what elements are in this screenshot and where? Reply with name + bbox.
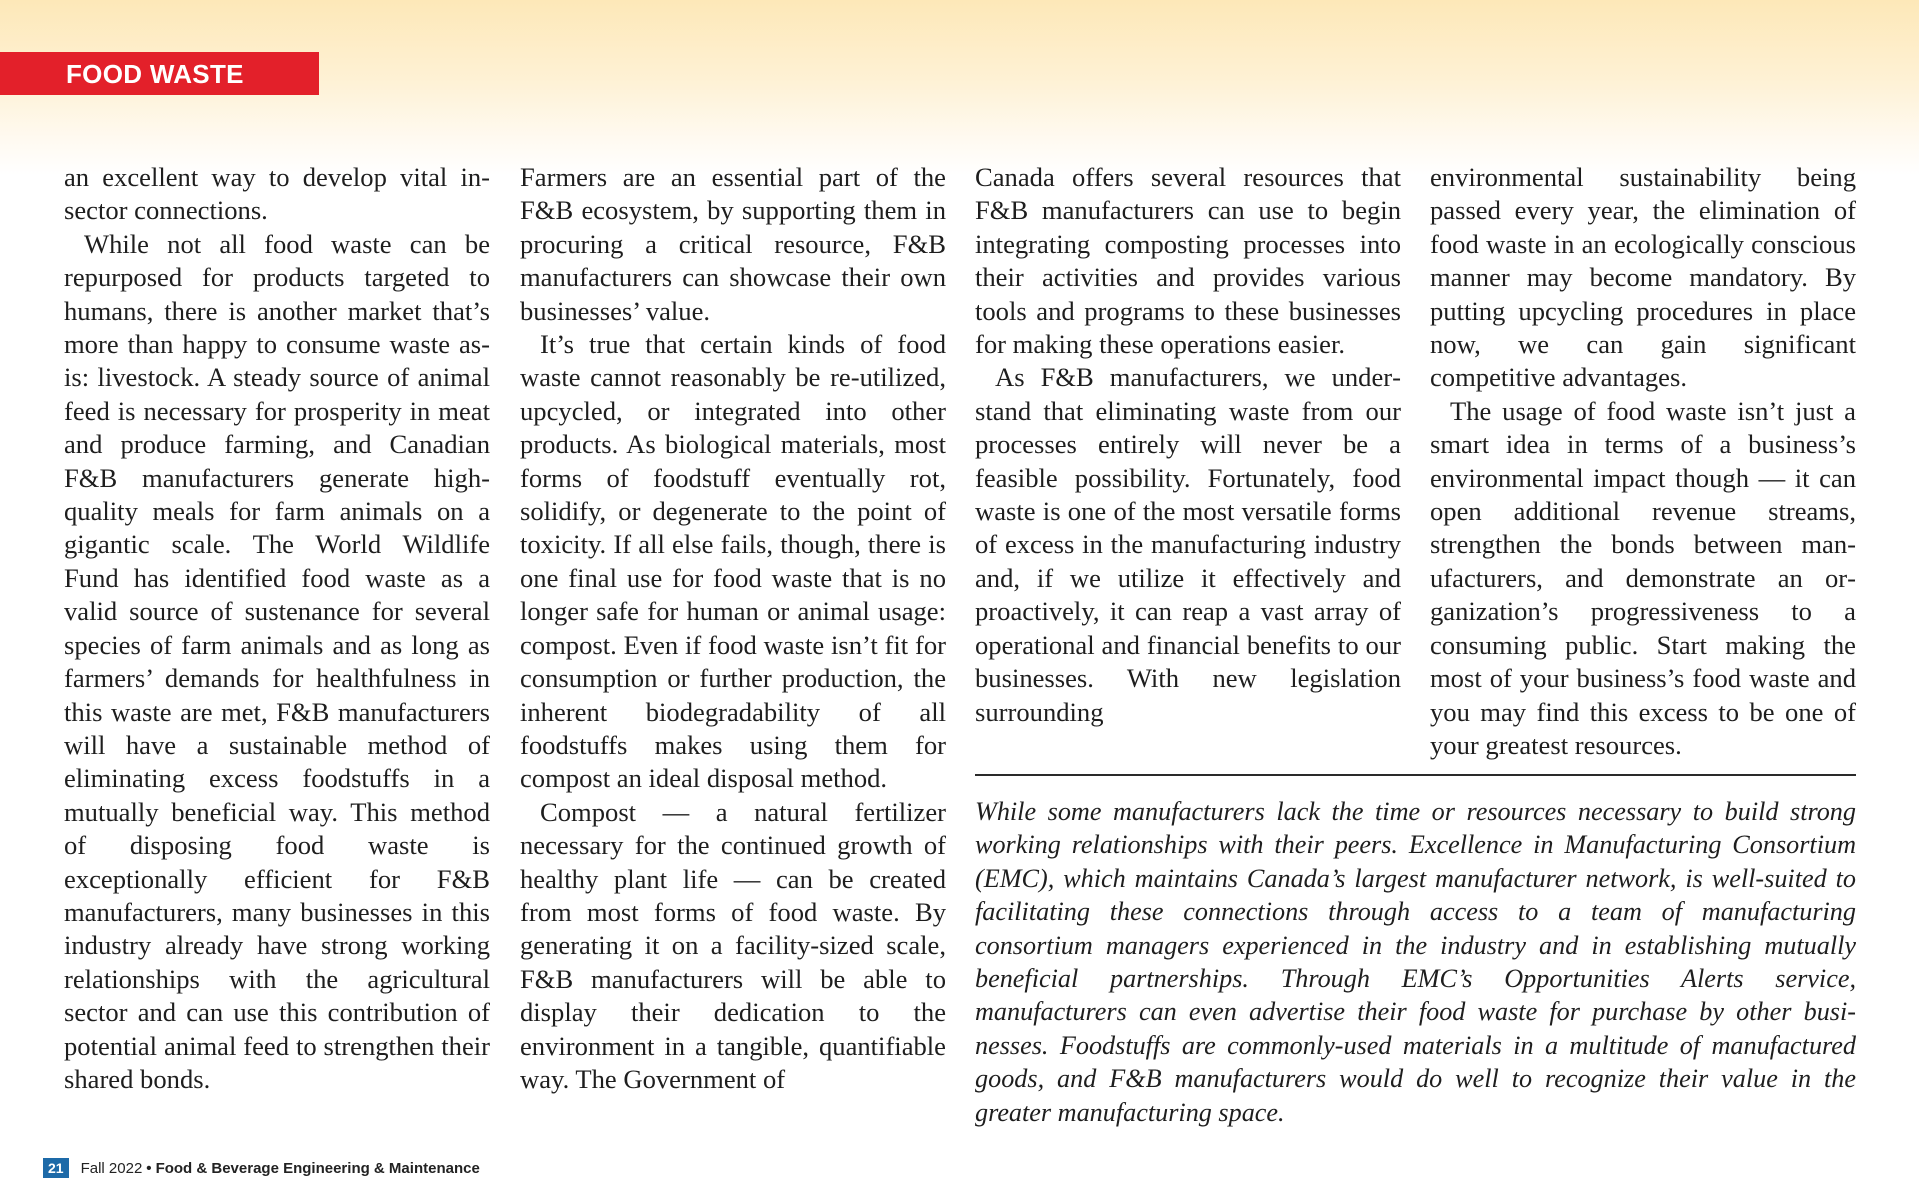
- paragraph: The usage of food waste isn’t just a smart idea in terms of a business’s environmental impact though — it can open additional revenue streams, strengthen the bonds between manufacturers, and demonstrate an organization’s progressiveness to a consuming public. Start making the most of your business’s food waste and you may find this excess to be one of your greatest resources.: [1430, 395, 1856, 760]
- issue-date: Fall 2022: [80, 1159, 143, 1177]
- footer-separator: •: [146, 1159, 152, 1177]
- paragraph: an excellent way to develop vital insector connections.: [64, 162, 490, 226]
- paragraph: While not all food waste can be repurposed for products targeted to humans, there is another market that’s more than happy to consume waste as-is: livestock. A steady source of animal feed is necessary for prosperity in meat and produce farming, and Canadian F&B manufacturers generate high-quality meals for farm animals on a gigantic scale. The World Wildlife Fund has identified food waste as a valid source of sustenance for several species of farm animals and as long as farmers’ demands for healthfulness in this waste are met, F&B manufacturers will have a sustainable method of eliminating excess foodstuffs in a mutually beneficial way. This method of disposing food waste is exceptionally efficient for F&B manufacturers, many businesses in this industry already have strong working relationships with the agricultural sector and can use this contribution of potential animal feed to strengthen their shared bonds.: [64, 228, 490, 1094]
- publication-name: Food & Beverage Engineering & Maintenance: [155, 1159, 480, 1177]
- article-column-4: [1430, 161, 1856, 762]
- page-number: 21: [43, 1158, 69, 1178]
- paragraph: It’s true that certain kinds of food waste cannot reasonably be re-utilized, upcycled, or integrated into other products. As biological materials, most forms of foodstuff eventually rot, solidify, or degenerate to the point of toxicity. If all else fails, though, there is one final use for food waste that is no longer safe for human or animal usage: compost. Even if food waste isn’t fit for consumption or further production, the inherent biodegradability of all foodstuffs makes using them for compost an ideal disposal method.: [520, 329, 946, 794]
- page-footer: [43, 1158, 480, 1178]
- sidebar-callout: While some manufacturers lack the time or resources necessary to build strong working relationships with their peers. Excellence in Manufacturing Consortium (EMC), which maintains Canada’s largest manufacturer network, is well-suited to facilitating these connections through access to a team of manufacturing consortium managers experienced in the industry and in establishing mutually beneficial partnerships. Through EMC’s Opportunities Alerts service, manufacturers can even advertise their food waste for purchase by other businesses. Foodstuffs are commonly-used materials in a multitude of manufactured goods, and F&B manufacturers would do well to recognize their value in the greater manufacturing space.: [975, 797, 1856, 1127]
- paragraph: environmental sustainability being passed every year, the elimination of food waste in an ecologically conscious manner may become mandatory. By putting upcycling procedures in place now, we can gain significant competitive advantages.: [1430, 162, 1856, 393]
- article-column-2: [520, 161, 946, 1096]
- paragraph: As F&B manufacturers, we understand that eliminating waste from our processes entirely will never be a feasible possibility. Fortunately, food waste is one of the most versatile forms of excess in the manufacturing industry and, if we utilize it effectively and proactively, it can reap a vast array of operational and financial benefits to our businesses. With new legislation surrounding: [975, 362, 1401, 727]
- paragraph: Compost — a natural fertilizer necessary for the continued growth of healthy plant life — can be created from most forms of food waste. By generating it on a facility-sized scale, F&B manufacturers will be able to display their dedication to the environment in a tangible, quantifiable way. The Government of: [520, 796, 946, 1094]
- article-column-1: [64, 161, 490, 1096]
- article-column-3: [975, 161, 1401, 729]
- paragraph: Canada offers several resources that F&B manufacturers can use to begin integrating composting processes into their activities and provides various tools and programs to these businesses for making these operations easier.: [975, 162, 1401, 360]
- sidebar-divider: [975, 774, 1856, 776]
- section-label: FOOD WASTE: [66, 59, 244, 89]
- paragraph: Farmers are an essential part of the F&B ecosystem, by supporting them in procuring a critical resource, F&B manufacturers can showcase their own businesses’ value.: [520, 162, 946, 326]
